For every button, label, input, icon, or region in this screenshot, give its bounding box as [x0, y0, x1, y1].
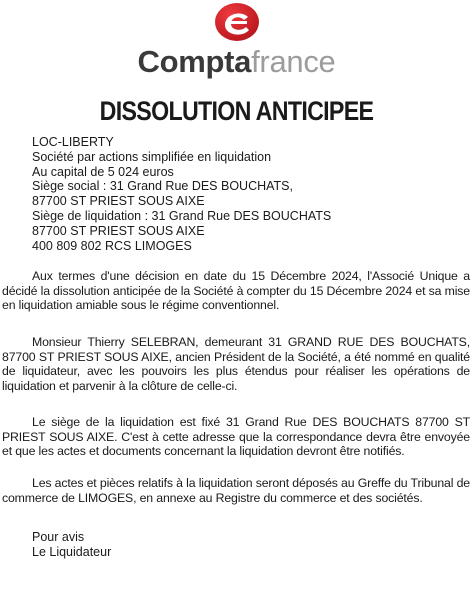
company-name: LOC-LIBERTY — [32, 135, 114, 149]
logo-text-bold: Compta — [137, 44, 252, 79]
paragraph-decision: Aux termes d'une décision en date du 15 Décembre 2024, l'Associé Unique a décidé la dissolution anticipée de la Société à compter du 15 Décembre 2024 et sa mise en liquidation amiable sous le régime conventionnel. — [2, 269, 470, 312]
company-header — [32, 135, 331, 253]
registered-office-city: 87700 ST PRIEST SOUS AIXE — [32, 194, 205, 209]
company-form: Société par actions simplifiée en liquidation — [32, 149, 272, 164]
paragraph-liquidator: Monsieur Thierry SELEBRAN, demeurant 31 GRAND RUE DES BOUCHATS, 87700 ST PRIEST SOUS AIXE, ancien Président de la Société, a été nommé en qualité de liquidateur, avec les pouvoirs les plus étendus pour réaliser les opérations de liquidation et parvenir à la clôture de celle-ci. — [2, 335, 470, 393]
signature-line-1: Pour avis — [32, 530, 85, 544]
paragraph-filing: Les actes et pièces relatifs à la liquidation seront déposés au Greffe du Tribunal de commerce de LIMOGES, en annexe au Registre du commerce et des sociétés. — [2, 476, 470, 505]
logo-text-light: france — [251, 44, 336, 79]
document-title: DISSOLUTION ANTICIPEE — [99, 96, 374, 126]
logo-wordmark — [0, 44, 473, 80]
company-capital: Au capital de 5 024 euros — [32, 164, 174, 179]
liquidation-office: Siège de liquidation : 31 Grand Rue DES BOUCHATS — [32, 208, 332, 223]
signature-line-2: Le Liquidateur — [32, 545, 112, 559]
logo — [0, 0, 473, 85]
paragraph-liquidation-seat: Le siège de la liquidation est fixé 31 Grand Rue DES BOUCHATS 87700 ST PRIEST SOUS AIXE. C'est à cette adresse que la correspondance devra être envoyée et que les actes et documents concernant la liquidation devront être notifiés. — [2, 415, 470, 458]
rcs-number: 400 809 802 RCS LIMOGES — [32, 238, 192, 253]
signature-block — [32, 530, 111, 560]
comptafrance-logo-mark-icon — [211, 2, 263, 42]
liquidation-office-city: 87700 ST PRIEST SOUS AIXE — [32, 223, 205, 238]
registered-office: Siège social : 31 Grand Rue DES BOUCHATS, — [32, 179, 293, 194]
